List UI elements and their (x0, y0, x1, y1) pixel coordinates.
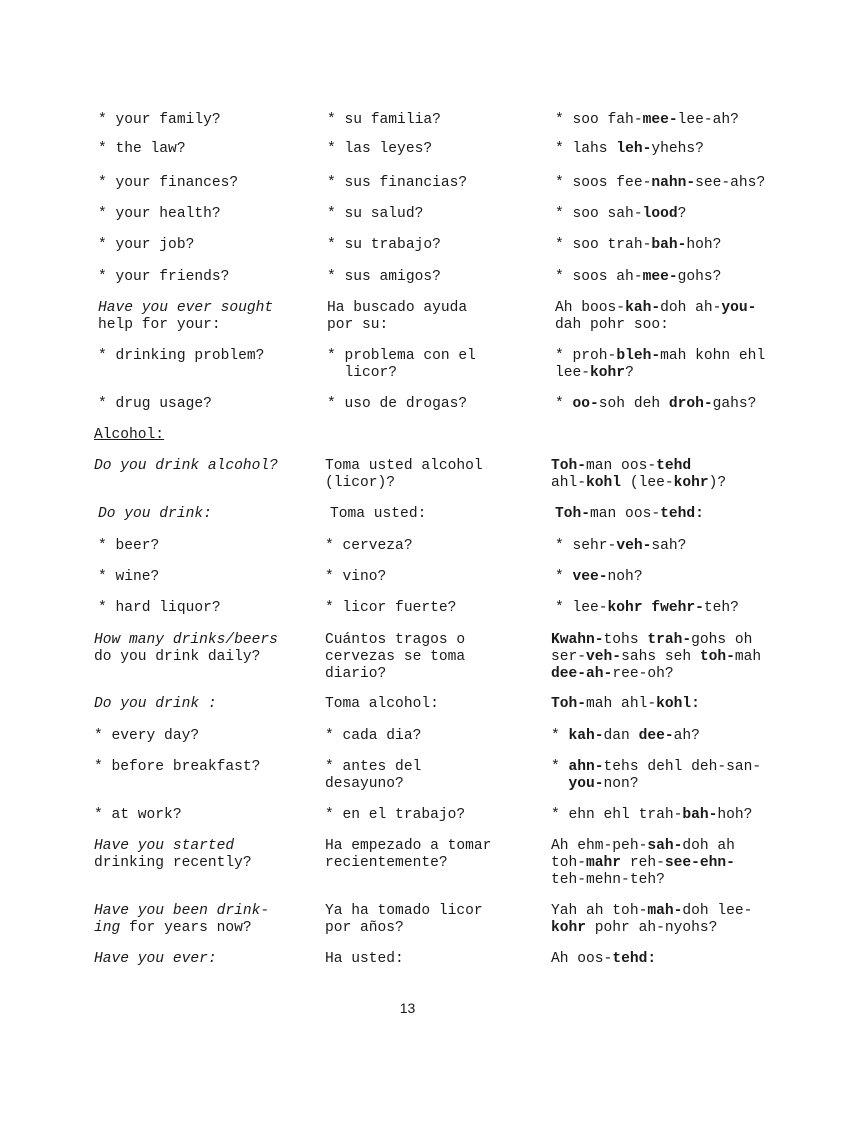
pron-line: ser-veh-sahs seh toh-mah (551, 649, 762, 665)
page-number: 13 (399, 1000, 416, 1016)
spanish-phrase (327, 300, 467, 334)
english-fragment: ing (94, 920, 121, 936)
pron-line: dah pohr soo: (555, 317, 669, 333)
pron-line: you-non? (568, 776, 639, 792)
pronunciation: * lee-kohr fwehr-teh? (555, 600, 739, 616)
pron-line: * ahn-tehs dehl deh-san- (551, 759, 762, 775)
spanish-line: licor? (327, 365, 398, 381)
spanish-phrase (325, 759, 421, 793)
english-phrase: * drinking problem? (98, 348, 265, 364)
pronunciation: * soo fah-mee-lee-ah? (555, 112, 739, 128)
pronunciation: * vee-noh? (555, 569, 643, 585)
pron-line: Yah ah toh-mah-doh lee- (551, 903, 753, 919)
spanish-line: por su: (327, 317, 389, 333)
english-question (94, 632, 278, 666)
pron-line: kohr pohr ah-nyohs? (551, 920, 718, 936)
spanish-phrase: * vino? (325, 569, 387, 585)
pronunciation: Toh-man oos-tehd: (555, 506, 704, 522)
spanish-phrase: * su familia? (327, 112, 441, 128)
english-line: How many drinks/beers (94, 632, 278, 648)
pronunciation: * soos fee-nahn-see-ahs? (555, 175, 766, 191)
pron-line: Kwahn-tohs trah-gohs oh (551, 632, 753, 648)
english-question: Do you drink: (98, 506, 212, 522)
english-line: help for your: (98, 317, 221, 333)
english-phrase: * hard liquor? (98, 600, 221, 616)
english-phrase: * before breakfast? (94, 759, 261, 775)
pronunciation (555, 300, 756, 334)
spanish-phrase: * cerveza? (325, 538, 413, 554)
spanish-line: recientemente? (325, 855, 448, 871)
pronunciation: * soos ah-mee-gohs? (555, 269, 722, 285)
english-phrase: * every day? (94, 728, 200, 744)
spanish-line: * antes del (325, 759, 422, 775)
spanish-phrase: Ha usted: (325, 951, 404, 967)
pronunciation (555, 348, 765, 382)
spanish-line: por años? (325, 920, 404, 936)
english-phrase: * beer? (98, 538, 160, 554)
spanish-phrase (325, 458, 483, 492)
pron-line: Toh-man oos-tehd (551, 458, 692, 474)
pronunciation (551, 838, 735, 889)
pronunciation: * oo-soh deh droh-gahs? (555, 396, 757, 412)
spanish-line: Cuántos tragos o (325, 632, 466, 648)
pronunciation: * soo trah-bah-hoh? (555, 237, 722, 253)
spanish-line: desayuno? (325, 776, 404, 792)
english-question (94, 838, 252, 872)
spanish-phrase: * sus amigos? (327, 269, 441, 285)
spanish-line: (licor)? (325, 475, 396, 491)
spanish-phrase: * licor fuerte? (325, 600, 457, 616)
pron-line: Ah boos-kah-doh ah-you- (555, 300, 757, 316)
spanish-line: Ha buscado ayuda (327, 300, 468, 316)
pron-line: toh-mahr reh-see-ehn- (551, 855, 735, 871)
pron-line: Ah ehm-peh-sah-doh ah (551, 838, 735, 854)
english-question: Do you drink : (94, 696, 217, 712)
pron-line: ahl-kohl (lee-kohr)? (551, 475, 727, 491)
spanish-phrase (327, 348, 476, 382)
english-question (94, 903, 269, 937)
pronunciation (551, 632, 761, 683)
pronunciation: * lahs leh-yhehs? (555, 141, 704, 157)
spanish-phrase: * las leyes? (327, 141, 433, 157)
english-phrase: * your health? (98, 206, 221, 222)
english-phrase: * at work? (94, 807, 182, 823)
pronunciation: * ehn ehl trah-bah-hoh? (551, 807, 753, 823)
english-line: Have you been drink- (94, 903, 270, 919)
english-phrase: * your friends? (98, 269, 230, 285)
spanish-phrase: * sus financias? (327, 175, 468, 191)
spanish-phrase: * su trabajo? (327, 237, 441, 253)
pron-line: teh-mehn-teh? (551, 872, 665, 888)
english-question: Do you drink alcohol? (94, 458, 278, 474)
section-heading: Alcohol: (94, 427, 165, 443)
pronunciation (551, 903, 752, 937)
pron-line: lee-kohr? (555, 365, 634, 381)
spanish-line: * problema con el (327, 348, 476, 364)
english-question (98, 300, 273, 334)
spanish-phrase: * cada dia? (325, 728, 422, 744)
english-line: Have you ever sought (98, 300, 274, 316)
english-question: Have you ever: (94, 951, 217, 967)
english-phrase: * your job? (98, 237, 195, 253)
pronunciation: Ah oos-tehd: (551, 951, 657, 967)
pronunciation: * kah-dan dee-ah? (551, 728, 700, 744)
spanish-line: Ha empezado a tomar (325, 838, 492, 854)
pronunciation (551, 759, 761, 793)
english-phrase: * your finances? (98, 175, 239, 191)
spanish-phrase: * su salud? (327, 206, 424, 222)
pronunciation: Toh-mah ahl-kohl: (551, 696, 700, 712)
english-line: Have you started (94, 838, 235, 854)
spanish-line: Ya ha tomado licor (325, 903, 483, 919)
english-line: drinking recently? (94, 855, 252, 871)
spanish-phrase (325, 838, 491, 872)
spanish-phrase: Toma usted: (330, 506, 427, 522)
english-phrase: * your family? (98, 112, 221, 128)
pronunciation: * sehr-veh-sah? (555, 538, 687, 554)
pronunciation: * soo sah-lood? (555, 206, 687, 222)
english-line: do you drink daily? (94, 649, 261, 665)
english-fragment: for years now? (120, 920, 252, 936)
english-phrase: * the law? (98, 141, 186, 157)
spanish-line: Toma usted alcohol (325, 458, 483, 474)
spanish-line: cervezas se toma (325, 649, 466, 665)
spanish-phrase (325, 903, 483, 937)
spanish-phrase: * en el trabajo? (325, 807, 466, 823)
spanish-line: diario? (325, 666, 387, 682)
pron-line: dee-ah-ree-oh? (551, 666, 674, 682)
pronunciation (551, 458, 726, 492)
english-phrase: * wine? (98, 569, 160, 585)
pron-line: * proh-bleh-mah kohn ehl (555, 348, 766, 364)
english-phrase: * drug usage? (98, 396, 212, 412)
spanish-phrase (325, 632, 465, 683)
spanish-phrase: * uso de drogas? (327, 396, 468, 412)
spanish-phrase: Toma alcohol: (325, 696, 439, 712)
